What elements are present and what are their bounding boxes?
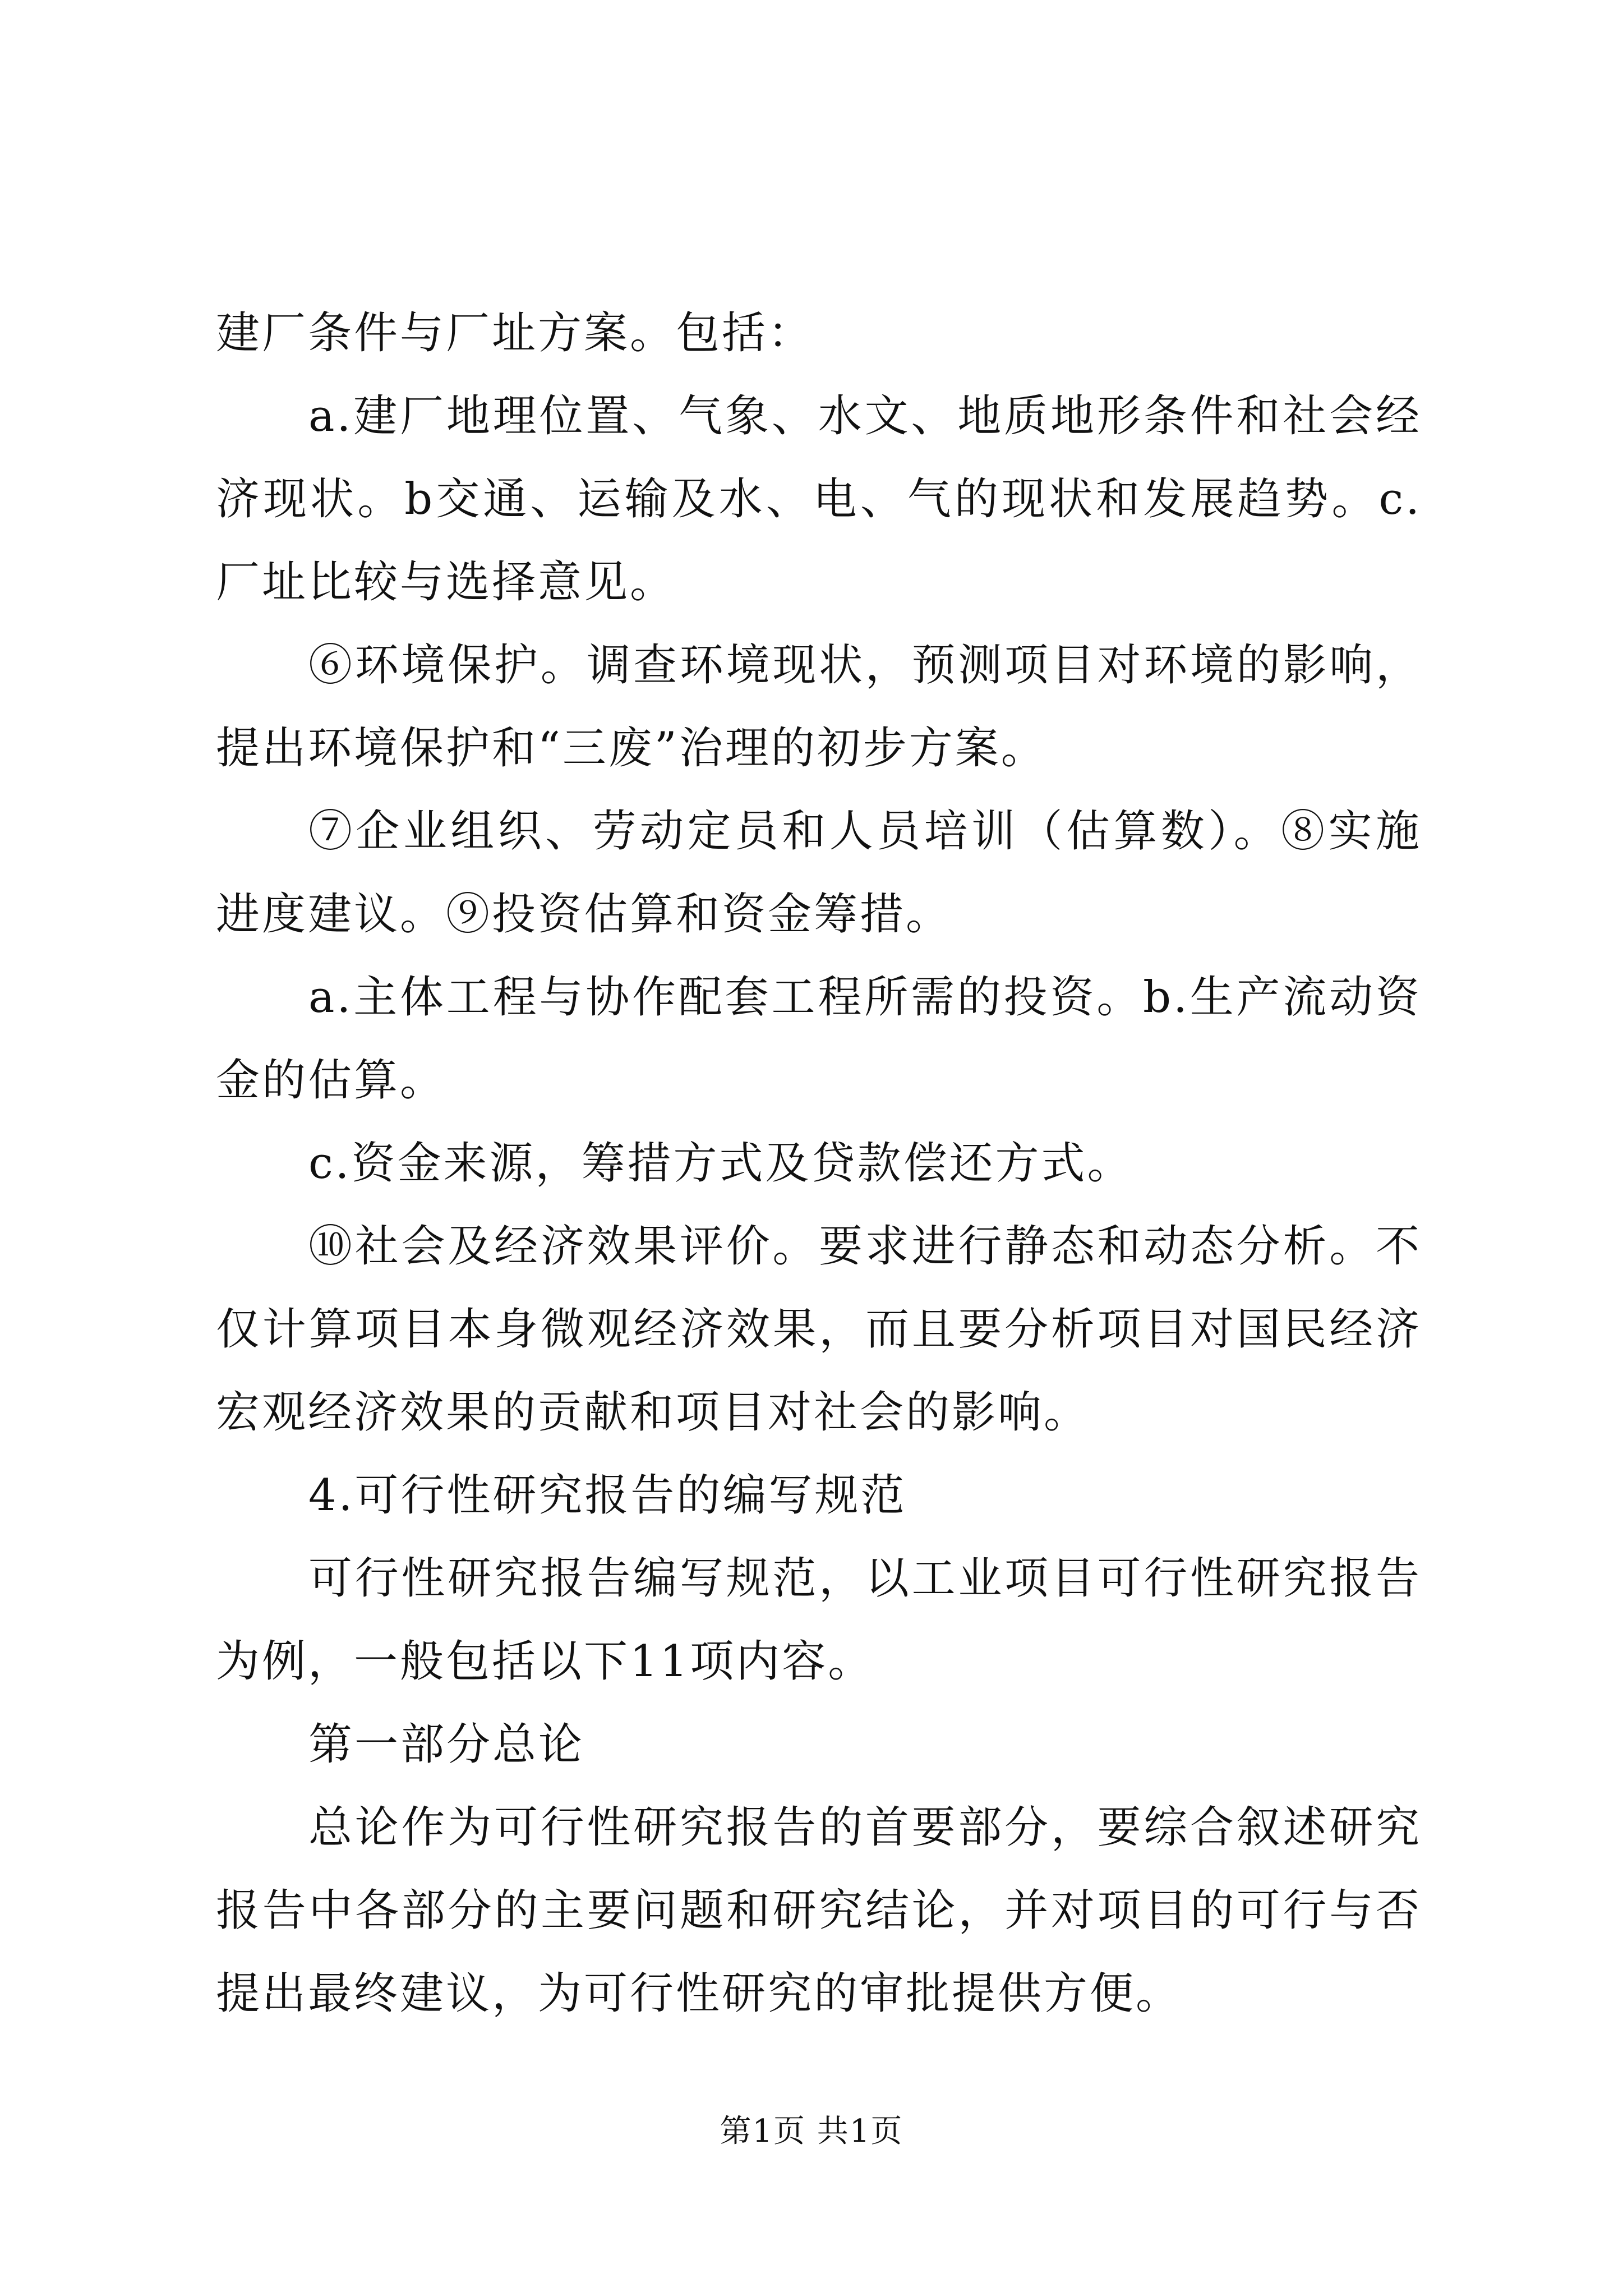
paragraph-writing-standards: 可行性研究报告编写规范，以工业项目可行性研究报告为例，一般包括以下11项内容。 xyxy=(216,1553,1422,1687)
paragraph-environmental-protection: ⑥环境保护。调查环境现状，预测项目对环境的影响，提出环境保护和“三废”治理的初步方案。 xyxy=(216,640,1422,774)
section-heading-writing-standards: 4.可行性研究报告的编写规范 xyxy=(308,1470,907,1521)
document-body xyxy=(216,292,1422,2035)
page-footer: 第1页 共1页 xyxy=(720,2113,903,2150)
section-heading-part-one: 第一部分总论 xyxy=(308,1719,585,1770)
paragraph-funding-sources: c.资金来源，筹措方式及贷款偿还方式。 xyxy=(308,1138,1133,1189)
paragraph-investment-items: a.主体工程与协作配套工程所需的投资。b.生产流动资金的估算。 xyxy=(216,972,1422,1106)
paragraph-organization-schedule-investment: ⑦企业组织、劳动定员和人员培训（估算数）。⑧实施进度建议。⑨投资估算和资金筹措。 xyxy=(216,806,1422,940)
paragraph-site-conditions-intro: 建厂条件与厂址方案。包括： xyxy=(216,308,814,358)
paragraph-site-conditions-details: a.建厂地理位置、气象、水文、地质地形条件和社会经济现状。b交通、运输及水、电、气的现状和发展趋势。c.厂址比较与选择意见。 xyxy=(216,391,1422,608)
paragraph-general-overview: 总论作为可行性研究报告的首要部分，要综合叙述研究报告中各部分的主要问题和研究结论，并对项目的可行与否提出最终建议，为可行性研究的审批提供方便。 xyxy=(216,1802,1422,2019)
paragraph-economic-evaluation: ⑩社会及经济效果评价。要求进行静态和动态分析。不仅计算项目本身微观经济效果，而且要分析项目对国民经济宏观经济效果的贡献和项目对社会的影响。 xyxy=(216,1221,1422,1438)
